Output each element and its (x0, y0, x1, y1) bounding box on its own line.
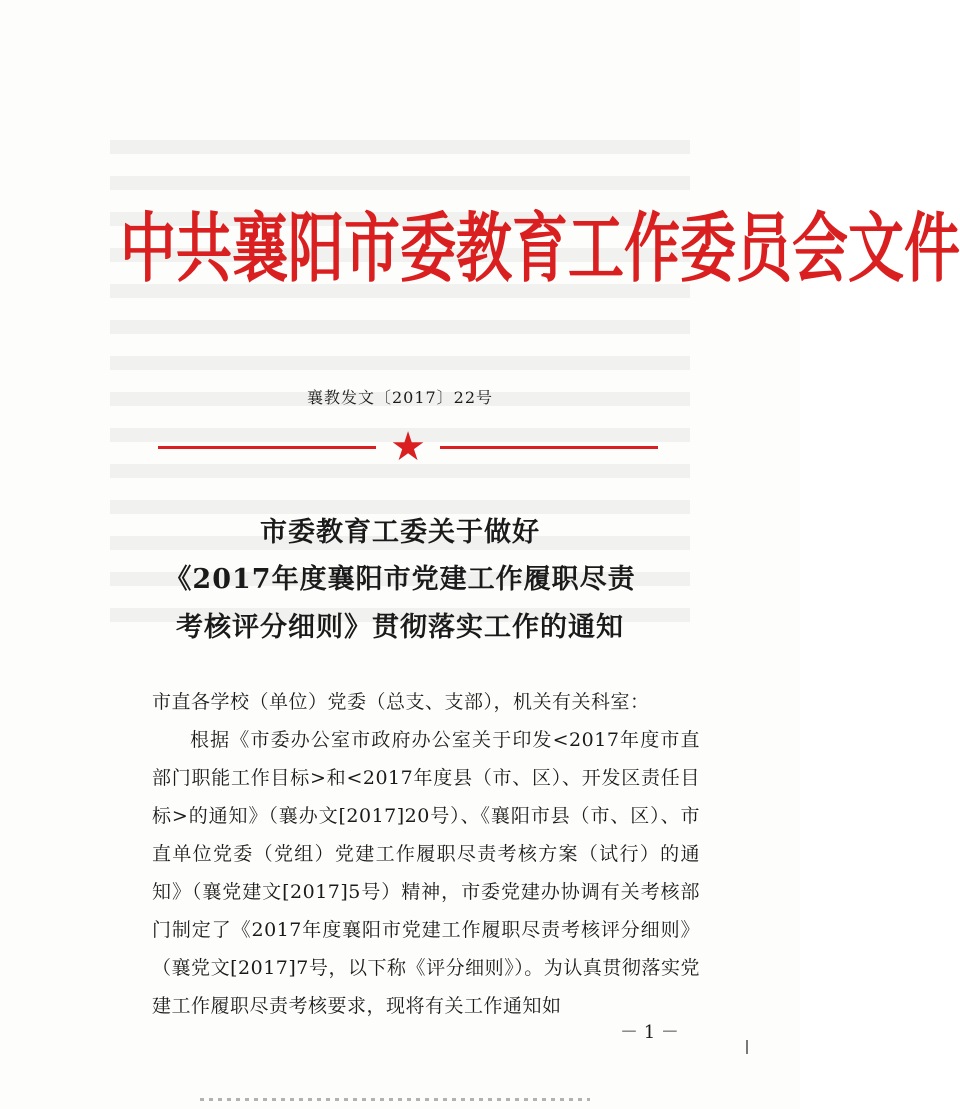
bottom-edge-fragment (200, 1098, 590, 1101)
document-header-title: 中共襄阳市委教育工作委员会文件 (120, 205, 960, 294)
document-number: 襄教发文〔2017〕22号 (306, 388, 494, 407)
scan-mark (746, 1040, 748, 1054)
star-icon: ★ (390, 424, 426, 470)
body-paragraph: 根据《市委办公室市政府办公室关于印发<2017年度市直部门职能工作目标>和<2017年度县（市、区）、开发区责任目标>的通知》（襄办文[2017]20号）、《襄阳市县（市、区）、市直单位党委（党组）党建工作履职尽责考核方案（试行）的通知》（襄党建文[2017]5号）精神，市委党建办协调有关考核部门制定了《2017年度襄阳市党建工作履职尽责考核评分细则》（襄党文[2017]7号，以下称《评分细则》）。为认真贯彻落实党建工作履职尽责考核要求，现将有关工作通知如 (152, 729, 700, 1017)
notice-title-line-3: 考核评分细则》贯彻落实工作的通知 (176, 612, 624, 643)
recipients: 市直各学校（单位）党委（总支、支部），机关有关科室： (152, 691, 650, 713)
separator-line-right (440, 446, 658, 449)
red-separator (158, 424, 658, 470)
separator-line-left (158, 446, 376, 449)
page-number: － 1 － (620, 1022, 679, 1043)
notice-title-line-2: 《2017年度襄阳市党建工作履职尽责 (164, 564, 636, 595)
notice-title-line-1: 市委教育工委关于做好 (260, 517, 540, 548)
notice-body (152, 683, 700, 1025)
